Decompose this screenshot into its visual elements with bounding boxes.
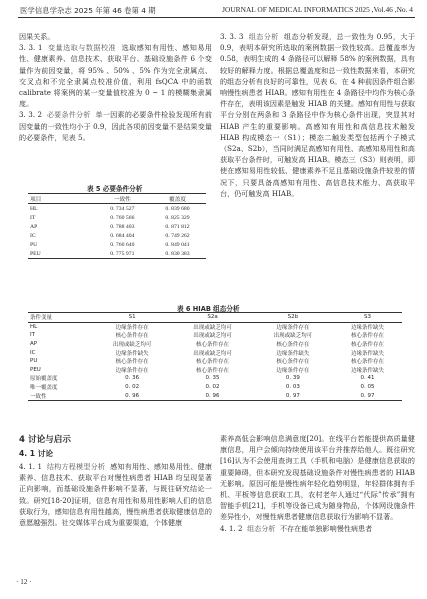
table-5-row <box>28 231 206 240</box>
table-cell: 0. 749 262 <box>165 232 190 239</box>
table-6-col-header: S1 <box>92 313 172 323</box>
table-cell: 0. 97 <box>253 391 333 400</box>
table-cell: 0. 41 <box>360 375 375 382</box>
table-cell: 核心条件存在 <box>115 333 149 340</box>
table-5-row <box>28 249 206 259</box>
table-cell: 边缘条件存在 <box>276 367 310 374</box>
table-cell: 边缘条件缺失 <box>351 350 385 357</box>
table-cell: 0. 849 041 <box>165 241 190 248</box>
table-5-row <box>28 222 206 231</box>
discussion-right-text <box>220 433 418 534</box>
table-5-row <box>28 204 206 214</box>
section-4-1-1-title: 结构方程模型分析 <box>46 462 106 471</box>
table-cell: 0. 02 <box>205 384 220 391</box>
table-cell: 唯一覆盖度 <box>30 385 58 392</box>
section-3-3-1-title: 变量选取与数据校准 <box>47 43 117 53</box>
table-6-row <box>28 348 402 357</box>
table-cell: 0. 775 971 <box>96 249 149 259</box>
table-cell: 0. 825 329 <box>165 214 190 221</box>
section-3-3-1-text: 选取感知有用性、感知易用性、健康素养、信息技术、获取平台、基础设施条件 6 个变量作为前因变量，将 95% 、50% 、5% 作为完全隶属点、交叉点和不完全隶属点校准价值，利用 fsQCA 中的函数 calibrate 将案例的某一变量值校准为 0 ~ 1 的模糊集隶属度。 <box>19 43 215 109</box>
table-6-caption: 表 6 HIAB 组态分析 <box>177 305 240 313</box>
table-cell: IC <box>30 232 36 239</box>
table-5-necessity-analysis <box>28 193 206 259</box>
table-5-row <box>28 213 206 222</box>
section-4-1-2-text: 不存在能单独影响慢性病患者 <box>279 523 373 533</box>
table-cell: 核心条件存在 <box>196 367 230 374</box>
table-cell: 0. 760 640 <box>110 241 135 248</box>
table-cell: 边缘条件存在 <box>276 324 310 331</box>
table-6-header-row <box>28 313 402 323</box>
table-cell: 0. 36 <box>125 375 140 382</box>
table-5-row <box>28 240 206 249</box>
table-cell: 0. 760 566 <box>110 214 135 221</box>
table-5-col-header: 项目 <box>28 194 96 204</box>
table-5-col-header: 覆盖度 <box>149 194 206 204</box>
table-cell: 核心条件存在 <box>351 342 385 349</box>
table-cell: 0. 684 404 <box>110 232 135 239</box>
table-6-row <box>28 322 402 331</box>
section-3-3-2-title: 必要条件分析 <box>46 110 91 120</box>
table-6-row <box>28 391 402 400</box>
table-6-row <box>28 383 402 392</box>
section-3-3-3-title: 组态分析 <box>248 32 279 41</box>
table-cell: 原始覆盖度 <box>30 376 58 383</box>
table-cell: IT <box>30 214 36 221</box>
table-cell: HL <box>30 205 38 212</box>
table-cell: 0. 97 <box>333 391 402 400</box>
table-cell: 边缘条件存在 <box>115 324 149 331</box>
table-6-col-header: S2b <box>253 313 333 323</box>
journal-header-cn: 医学信息学杂志 2025 年第 46 卷第 4 期 <box>20 6 156 15</box>
discussion-left-text <box>19 461 212 528</box>
section-4-1-2-number: 4. 1. 2 <box>220 523 248 533</box>
section-4-1-heading: 4. 1 讨论 <box>19 449 53 458</box>
table-cell: 0. 35 <box>205 375 220 382</box>
section-3-3-1-number: 3. 3. 1 <box>19 43 48 53</box>
table-6-col-header: S2a <box>172 313 252 323</box>
table-6-col-header: S3 <box>333 313 402 323</box>
journal-header-en: JOURNAL OF MEDICAL INFORMATICS 2025 ,Vol.46 ,No. 4 <box>222 5 413 14</box>
running-header <box>0 0 427 22</box>
table-cell: PEU <box>28 249 96 259</box>
table-cell: 0. 02 <box>125 384 140 391</box>
table-cell: IT <box>30 332 35 339</box>
table-5-header-row <box>28 194 206 204</box>
table-cell: 边缘条件存在 <box>115 367 149 374</box>
table-cell: 核心条件存在 <box>351 333 385 340</box>
section-3-3-2-number: 3. 3. 2 <box>19 110 47 120</box>
table-cell: 核心条件存在 <box>196 359 230 366</box>
section-4-1-2-title: 组态分析 <box>247 523 276 533</box>
table-cell: 核心条件存在 <box>276 342 310 349</box>
table-cell: 0. 39 <box>285 375 300 382</box>
table-cell: 0. 96 <box>172 391 252 400</box>
section-3-3-2-text: 单一因素的必要条件检验发现所有前因变量的一致性均小于 0.9，因此各项前因变量不是结果变量的必要条件，见表 5。 <box>19 110 212 142</box>
table-cell: 边缘条件缺失 <box>115 350 149 357</box>
table-cell: PU <box>30 241 38 248</box>
table-cell: 出现或缺乏均可 <box>193 333 232 340</box>
table-6-configuration-analysis <box>28 312 402 401</box>
discussion-paragraph: 素养高低会影响信息满意度[20]。在线平台若能提供高质量健康信息，用户会倾向持续使用该平台并推荐给他人。既往研究[16]认为不会使用查询工具（手机和电脑）是健康信息获取的重要障碍，但本研究发现基础设施条件对慢性病患者的 HIAB 无影响。原因可能是慢性病年轻化趋势明显，年轻群体拥有手机、平板等信息获取工具，农村老年人通过“代际”传承”拥有智能手机[21]，手机等设备已成为随身物品，个体网设施条件差异性小，对慢性病患者健康信息获取行为影响不显著。 <box>220 434 418 522</box>
table-cell: 出现或缺乏均可 <box>193 350 232 357</box>
table-cell: 0. 839 680 <box>165 205 190 212</box>
table-cell: HL <box>30 323 38 330</box>
table-cell: 边缘条件缺失 <box>351 367 385 374</box>
section-4-1-1-text: 感知有用性、感知易用性、健康素养、信息技术、获取平台对慢性病患者 HIAB 均呈现显著正向影响，而基础设施条件影响不显著，与既往研究结论一致。研究[18-20]证明，信息有用性和易用性影响人们的信息获取行为，感知信息有用性越高，慢性病患者获取健康信息的意愿越强烈。社交媒体平台成为重要渠道，个体健康 <box>19 462 213 528</box>
header-rule <box>18 17 415 18</box>
table-cell: IC <box>30 349 36 356</box>
table-cell: PU <box>30 358 38 365</box>
intro-paragraph: 因果关系。 <box>19 32 55 41</box>
table-cell: 核心条件存在 <box>196 342 230 349</box>
table-cell: 边缘条件缺失 <box>351 324 385 331</box>
table-cell: 0. 871 812 <box>165 223 190 230</box>
table-cell: 一致性 <box>28 391 92 400</box>
page-number: · 12 · <box>16 578 32 586</box>
right-column-text <box>220 31 418 199</box>
table-6-row <box>28 340 402 349</box>
table-cell: 出现或缺乏均可 <box>112 342 152 349</box>
table-cell: 核心条件存在 <box>351 359 385 366</box>
table-cell: 核心条件存在 <box>276 359 310 366</box>
table-cell: 核心条件存在 <box>115 359 149 366</box>
table-5-caption: 表 5 必要条件分析 <box>87 185 143 193</box>
table-6-row <box>28 374 402 383</box>
table-cell: 边缘条件缺失 <box>276 350 310 357</box>
section-4-heading: 4 讨论与启示 <box>19 435 71 445</box>
table-cell: 出现或缺乏均可 <box>273 333 313 340</box>
table-cell: 0. 03 <box>285 384 300 391</box>
table-6-col-header: 条件变量 <box>28 313 92 323</box>
table-6-row <box>28 357 402 366</box>
table-6-row <box>28 331 402 340</box>
section-3-3-3-number: 3. 3. 3 <box>220 32 249 41</box>
table-cell: 0. 788 403 <box>110 223 135 230</box>
table-cell: 0. 734 527 <box>110 205 135 212</box>
table-cell: AP <box>30 341 38 348</box>
section-3-3-3-text: 组态分析发现，总一致性为 0.95，大于 0.9，表明本研究所选取的案例数据一致性较高。总覆盖率为 0.58，表明生成的 4 条路径可以解释 58% 的案例数据，具有较好的解释力度。根据总覆盖度和总一致性数据来看，本研究的组态分析有良好的可靠性，见表 6。在 4 种前因条件组合影响慢性病患者 HIAB。感知有用性在 4 条路径中均作为核心条件存在，表明该因素是触发 HIAB 的关键。感知有用性与获取平台分别在两条和 3 条路径中作为核心条件出现，突显其对 HIAB 产生的重要影响。高感知有用性和高信息技术触发 HIAB 构成模态一（S1）；模态二触发类型包括两个子模式（S2a、S2b），当同时满足高感知有用性、高感知易用性和高获取平台条件时，可触发高 HIAB。模态三（S3）则表明，即使在感知易用性较低、健康素养不足且基础设施条件较差的情况下，只要具备高感知有用性、高信息技术能力、高获取平台，仍可触发高 HIAB。 <box>220 32 418 198</box>
table-cell: AP <box>30 223 38 230</box>
table-cell: 0. 05 <box>360 384 375 391</box>
table-cell: 0. 830 383 <box>149 249 206 259</box>
table-6-row <box>28 366 402 375</box>
section-4-1-1-number: 4. 1. 1 <box>19 462 47 471</box>
table-5-col-header: 一致性 <box>96 194 149 204</box>
table-cell: PEU <box>30 366 41 373</box>
left-column-text <box>19 31 215 143</box>
table-cell: 0. 96 <box>92 391 172 400</box>
table-cell: 出现或缺乏均可 <box>193 324 232 331</box>
